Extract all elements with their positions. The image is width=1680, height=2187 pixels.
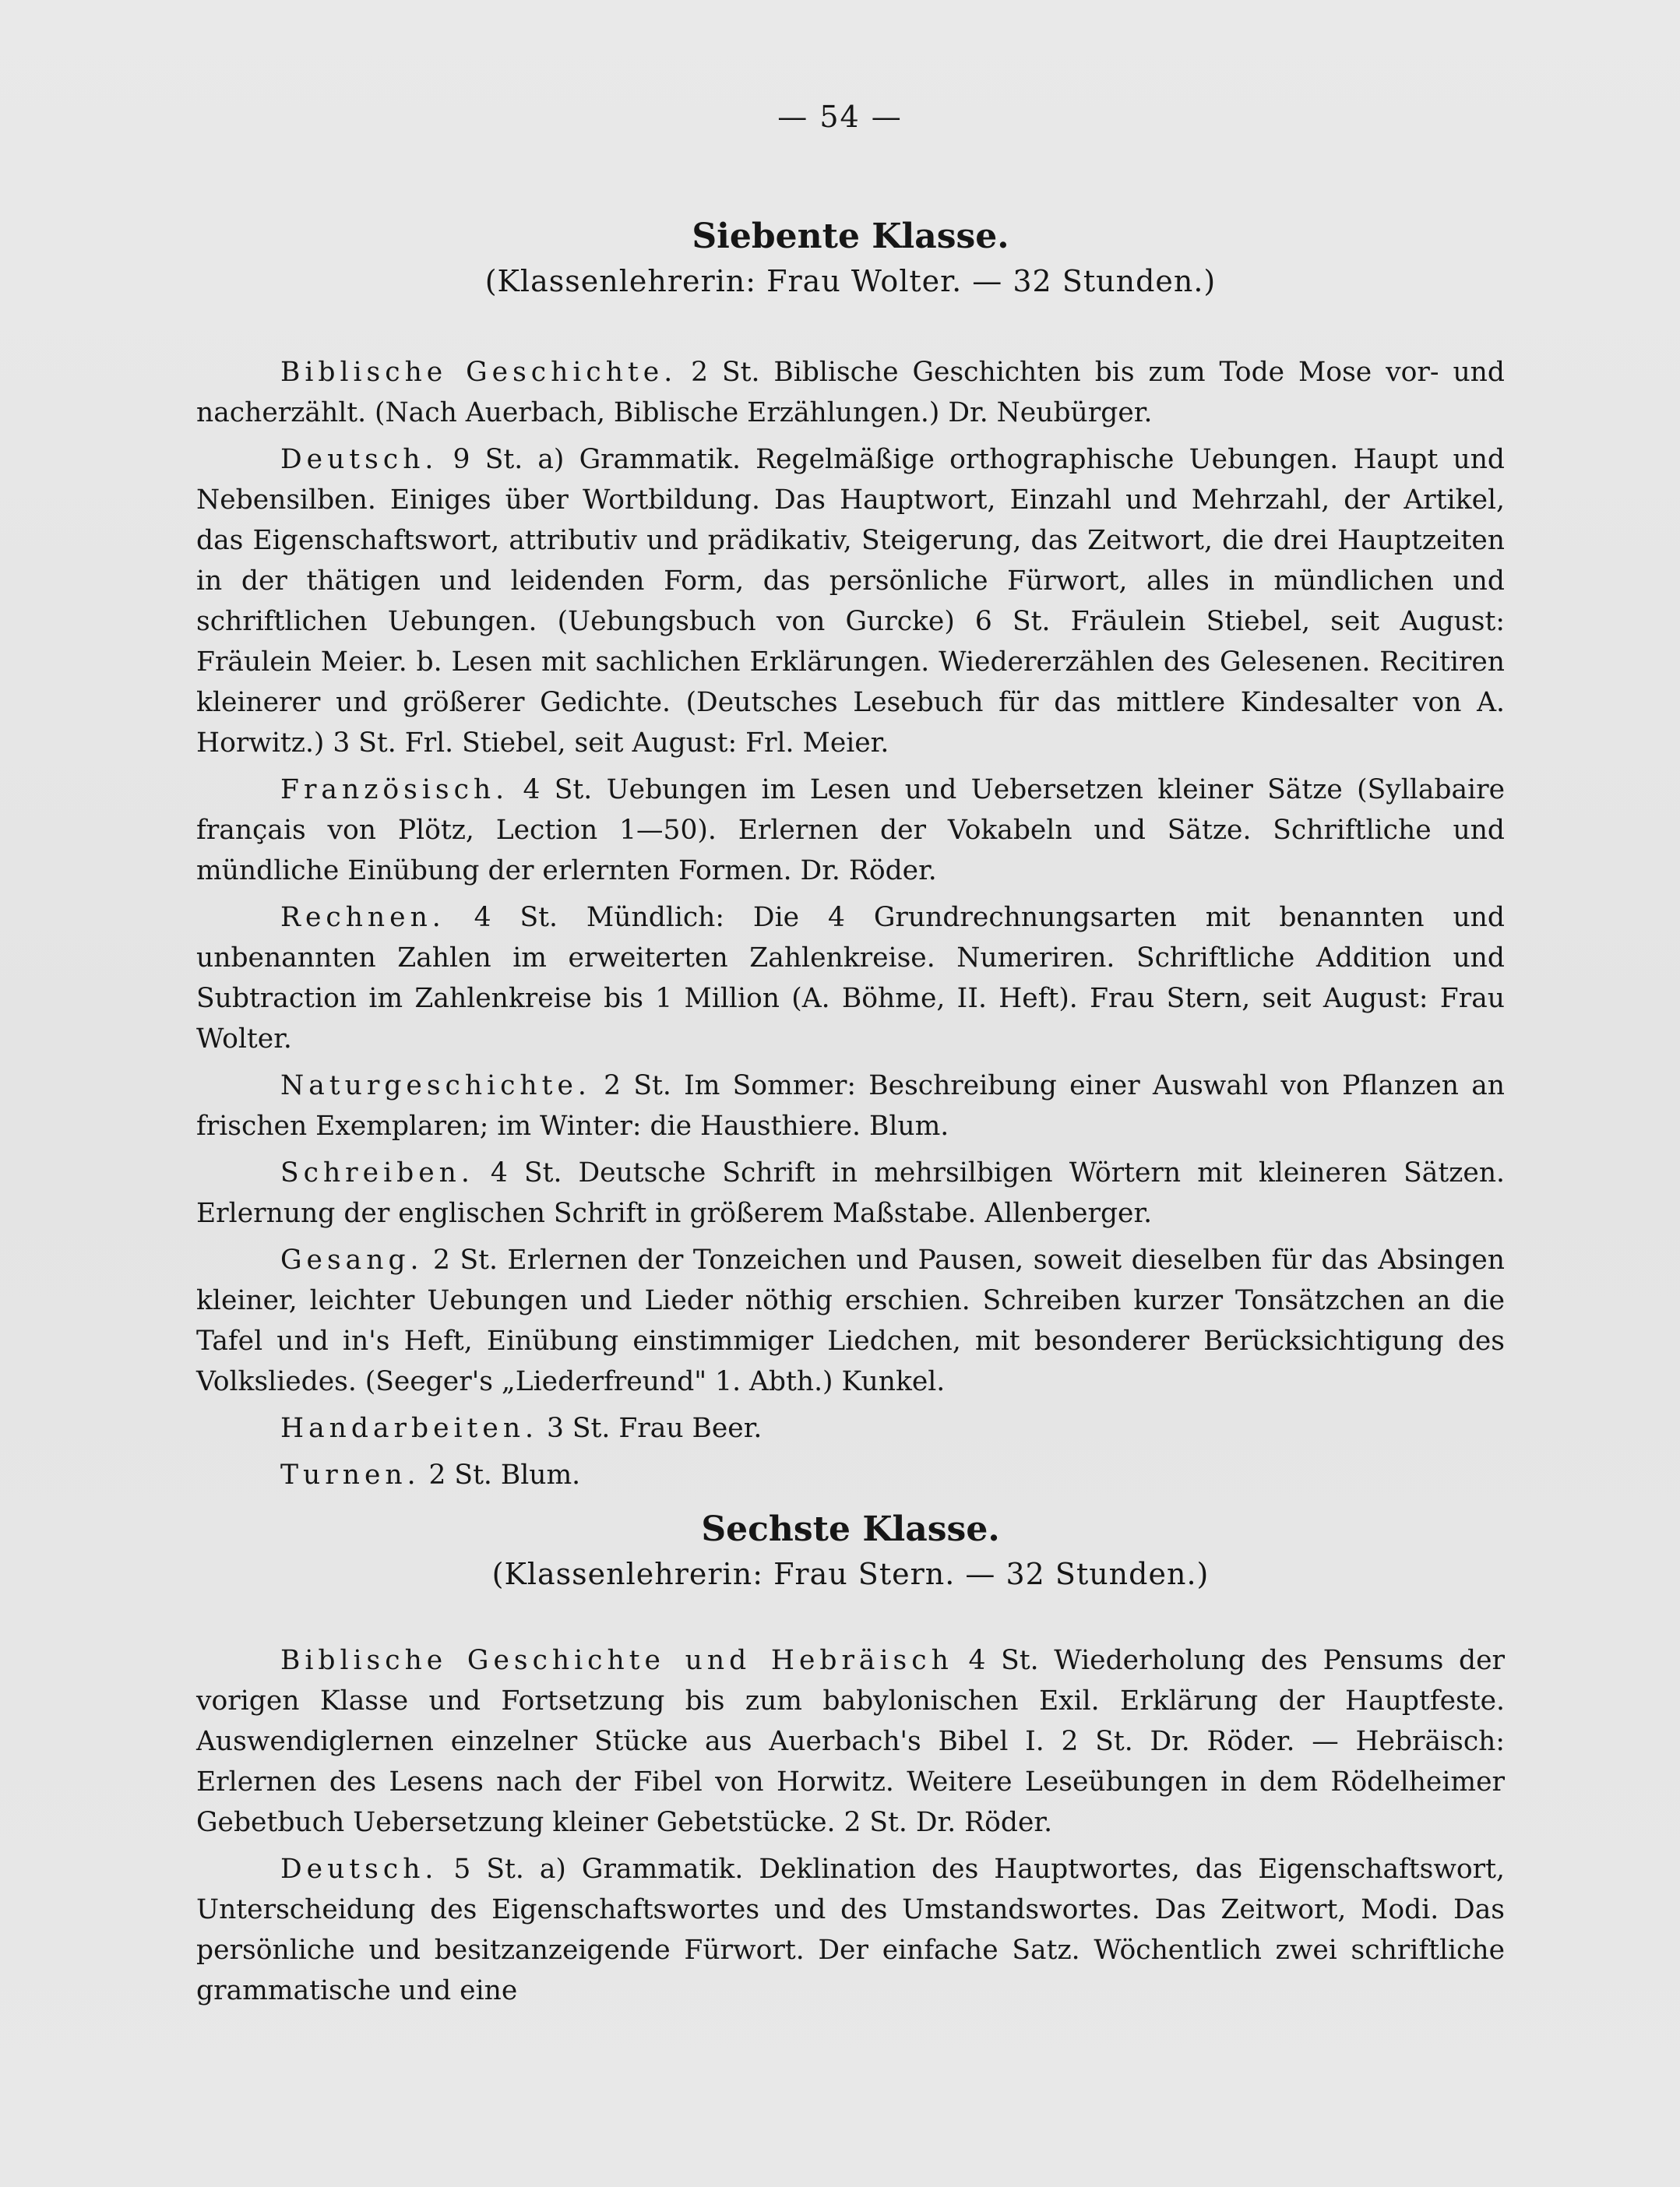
subject-label: Biblische Geschichte und Hebräisch — [280, 1645, 953, 1676]
paragraph-text: 5 St. a) Grammatik. Deklination des Hauptwortes, das Eigenschaftswort, Unterscheidung des Eigenschaftswortes und des Umstandswortes. Das Zeitwort, Modi. Das persönliche und besitzanzeigende Fürwort. Der einfache Satz. Wöchentlich zwei schriftliche grammatische und eine — [196, 1854, 1505, 2006]
section-body — [196, 1640, 1505, 2011]
section-siebente-klasse — [196, 217, 1505, 298]
subject-label: Naturgeschichte. — [280, 1070, 591, 1101]
paragraph-schreiben — [196, 1153, 1505, 1234]
page-number: — 54 — — [777, 100, 903, 134]
section-sechste-klasse — [196, 1509, 1505, 1591]
subject-label: Deutsch. — [280, 1854, 438, 1885]
subject-label: Schreiben. — [280, 1157, 474, 1189]
section-title: Siebente Klasse. — [692, 217, 1009, 256]
subject-label: Biblische Geschichte. — [280, 357, 678, 388]
paragraph-text: 4 St. Wiederholung des Pensums der vorigen Klasse und Fortsetzung bis zum babylonischen Exil. Erklärung der Hauptfeste. Auswendiglernen einzelner Stücke aus Auerbach's Bibel I. 2 St. Dr. Röder. — Hebräisch: Erlernen des Lesens nach der Fibel von Horwitz. Weitere Leseübungen in dem Rödelheimer Gebetbuch Uebersetzung kleiner Gebetstücke. 2 St. Dr. Röder. — [196, 1645, 1506, 1838]
section-body — [196, 352, 1505, 1495]
paragraph-gesang — [196, 1240, 1505, 1402]
paragraph-text: 4 St. Mündlich: Die 4 Grundrechnungsarten mit benannten und unbenannten Zahlen im erweiterten Zahlenkreise. Numeriren. Schriftliche Addition und Subtraction im Zahlenkreise bis 1 Million (A. Böhme, II. Heft). Frau Stern, seit August: Frau Wolter. — [196, 902, 1505, 1055]
subject-label: Handarbeiten. — [280, 1413, 539, 1444]
section-subtitle: (Klassenlehrerin: Frau Stern. — 32 Stunden.) — [491, 1557, 1210, 1591]
paragraph-text: 3 St. Frau Beer. — [538, 1413, 763, 1444]
subject-label: Turnen. — [280, 1460, 421, 1491]
subject-label: Gesang. — [280, 1245, 424, 1276]
subject-label: Deutsch. — [280, 444, 438, 475]
paragraph-handarbeiten — [196, 1408, 1505, 1449]
paragraph-text: 2 St. Im Sommer: Beschreibung einer Auswahl von Pflanzen an frischen Exemplaren; im Winter: die Hausthiere. Blum. — [196, 1070, 1505, 1142]
paragraph-deutsch — [196, 1849, 1505, 2011]
paragraph-naturgeschichte — [196, 1065, 1505, 1146]
paragraph-franzoesisch — [196, 770, 1505, 891]
paragraph-rechnen — [196, 897, 1505, 1059]
paragraph-text: 4 St. Deutsche Schrift in mehrsilbigen Wörtern mit kleineren Sätzen. Erlernung der englischen Schrift in größerem Maßstabe. Allenberger. — [196, 1157, 1505, 1229]
paragraph-text: 2 St. Blum. — [420, 1460, 581, 1491]
section-subtitle: (Klassenlehrerin: Frau Wolter. — 32 Stunden.) — [484, 264, 1217, 298]
section-title: Sechste Klasse. — [701, 1509, 1000, 1549]
paragraph-turnen — [196, 1455, 1505, 1495]
paragraph-text: 2 St. Biblische Geschichten bis zum Tode Mose vor- und nacherzählt. (Nach Auerbach, Biblische Erzählungen.) Dr. Neubürger. — [196, 357, 1505, 428]
paragraph-biblische-geschichte — [196, 352, 1505, 433]
paragraph-biblische-geschichte-hebraeisch — [196, 1640, 1505, 1843]
subject-label: Rechnen. — [280, 902, 446, 933]
paragraph-text: 2 St. Erlernen der Tonzeichen und Pausen, soweit dieselben für das Absingen kleiner, leichter Uebungen und Lieder nöthig erschien. Schreiben kurzer Tonsätzchen an die Tafel und in's Heft, Einübung einstimmiger Liedchen, mit besonderer Berücksichtigung des Volksliedes. (Seeger's „Liederfreund" 1. Abth.) Kunkel. — [196, 1245, 1505, 1397]
subject-label: Französisch. — [280, 774, 509, 805]
paragraph-text: 9 St. a) Grammatik. Regelmäßige orthographische Uebungen. Haupt und Nebensilben. Einiges über Wortbildung. Das Hauptwort, Einzahl und Mehrzahl, der Artikel, das Eigenschaftswort, attributiv und prädikativ, Steigerung, das Zeitwort, die drei Hauptzeiten in der thätigen und leidenden Form, das persönliche Fürwort, alles in mündlichen und schriftlichen Uebungen. (Uebungsbuch von Gurcke) 6 St. Fräulein Stiebel, seit August: Fräulein Meier. b. Lesen mit sachlichen Erklärungen. Wiedererzählen des Gelesenen. Recitiren kleinerer und größerer Gedichte. (Deutsches Lesebuch für das mittlere Kindesalter von A. Horwitz.) 3 St. Frl. Stiebel, seit August: Frl. Meier. — [196, 444, 1505, 759]
paragraph-text: 4 St. Uebungen im Lesen und Uebersetzen kleiner Sätze (Syllabaire français von Plötz, Lection 1—50). Erlernen der Vokabeln und Sätze. Schriftliche und mündliche Einübung der erlernten Formen. Dr. Röder. — [196, 774, 1505, 886]
paragraph-deutsch — [196, 439, 1505, 763]
